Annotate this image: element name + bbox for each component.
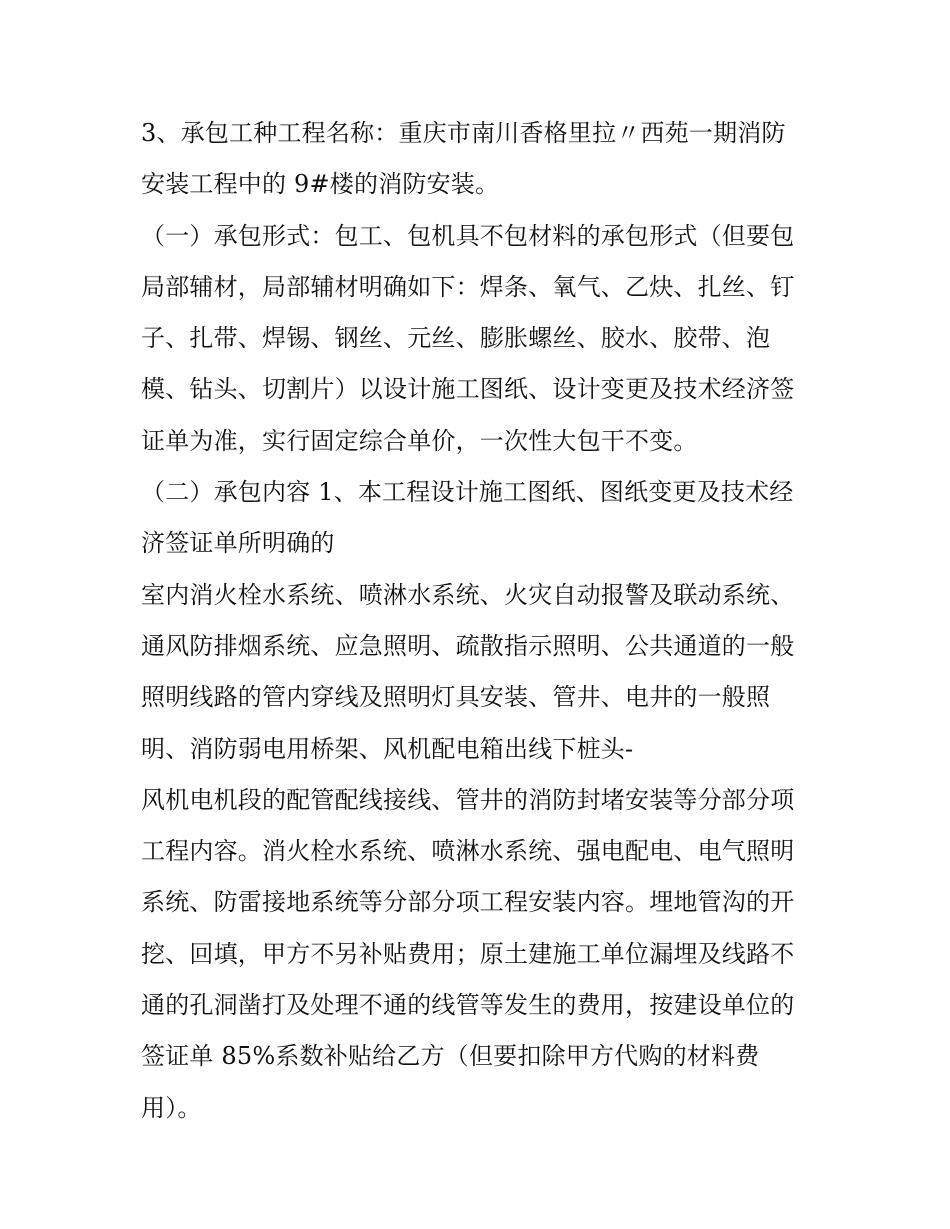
text-line: 局部辅材，局部辅材明确如下：焊条、氧气、乙炔、扎丝、钉: [141, 272, 795, 301]
text-line: 安装工程中的 9#楼的消防安装。: [141, 170, 500, 199]
text-line: 通的孔洞凿打及处理不通的线管等发生的费用，按建设单位的: [141, 991, 795, 1020]
text-line: 用）。: [141, 1093, 202, 1122]
text-line: 证单为准，实行固定综合单价，一次性大包干不变。: [141, 426, 698, 455]
text-line: 通风防排烟系统、应急照明、疏散指示照明、公共通道的一般: [141, 631, 795, 660]
text-line: 工程内容。消火栓水系统、喷淋水系统、强电配电、电气照明: [141, 837, 795, 866]
text-line: 明、消防弱电用桥架、风机配电箱出线下桩头-: [141, 734, 634, 763]
text-line: 子、扎带、焊锡、钢丝、元丝、膨胀螺丝、胶水、胶带、泡: [141, 324, 771, 353]
text-line: 签证单 85%系数补贴给乙方（但要扣除甲方代购的材料费: [141, 1042, 760, 1071]
text-line: 济签证单所明确的: [141, 529, 335, 558]
text-line: 模、钻头、切割片）以设计施工图纸、设计变更及技术经济签: [141, 375, 795, 404]
text-line: 照明线路的管内穿线及照明灯具安装、管井、电井的一般照: [141, 683, 771, 712]
text-line: （二）承包内容 1、本工程设计施工图纸、图纸变更及技术经: [141, 478, 794, 507]
text-line: 3、承包工种工程名称：重庆市南川香格里拉〃西苑一期消防: [141, 119, 786, 147]
document-body: [141, 108, 821, 1134]
text-line: 风机电机段的配管配线接线、管井的消防封堵安装等分部分项: [141, 785, 795, 814]
text-line: （一）承包形式：包工、包机具不包材料的承包形式（但要包: [141, 221, 795, 250]
text-line: 挖、回填，甲方不另补贴费用；原土建施工单位漏埋及线路不: [141, 939, 795, 968]
text-line: 系统、防雷接地系统等分部分项工程安装内容。埋地管沟的开: [141, 888, 795, 917]
text-line: 室内消火栓水系统、喷淋水系统、火灾自动报警及联动系统、: [141, 580, 795, 609]
